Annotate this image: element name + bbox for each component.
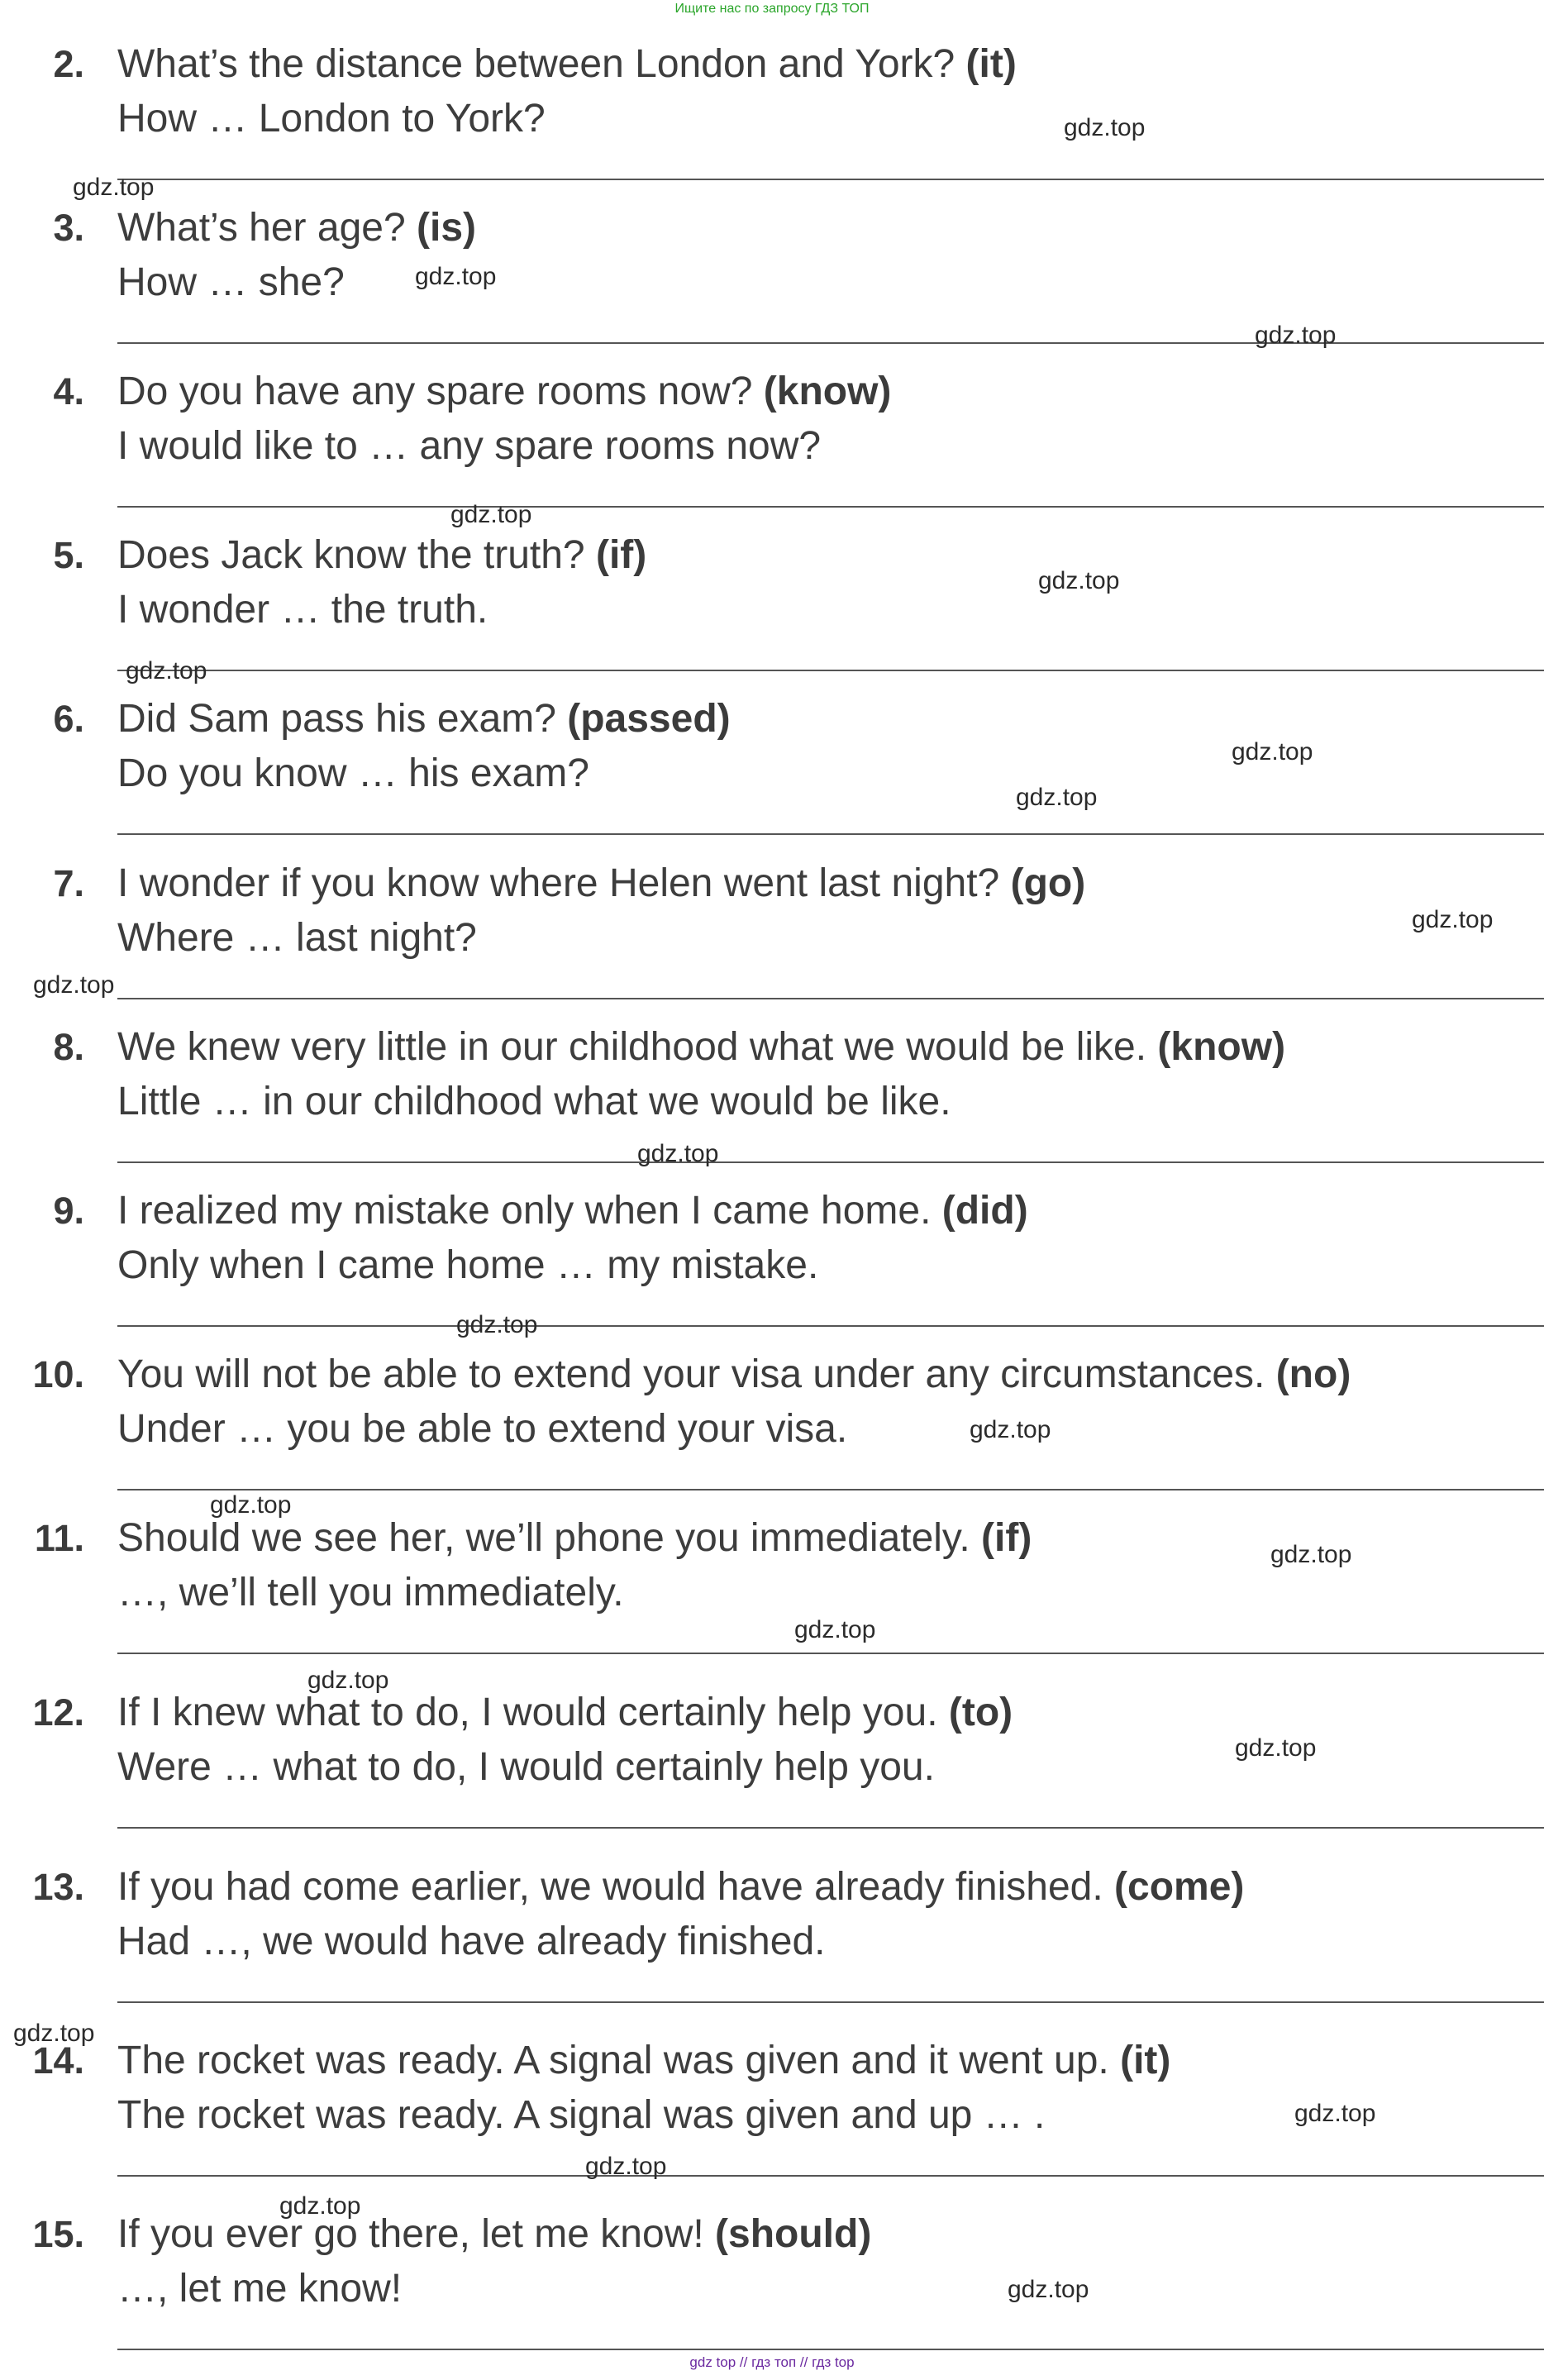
item-prompt: I would like to … any spare rooms now? — [117, 424, 822, 468]
item-number: 5. — [53, 534, 84, 576]
exercise-item — [0, 1856, 1544, 2020]
item-question: Do you have any spare rooms now? — [117, 370, 753, 413]
item-sentence — [117, 696, 731, 742]
watermark-text: gdz.top — [126, 657, 207, 684]
item-keyword: (go) — [1010, 861, 1086, 905]
watermark-text: gdz.top — [1235, 1734, 1317, 1762]
item-number: 7. — [53, 862, 84, 904]
item-keyword: (did) — [941, 1189, 1028, 1233]
item-prompt: How … she? — [117, 260, 345, 304]
item-question: If I knew what to do, I would certainly help you. — [117, 1691, 938, 1734]
item-question: We knew very little in our childhood what we would be like. — [117, 1025, 1147, 1069]
answer-line[interactable] — [117, 1489, 1544, 1490]
item-question: I realized my mistake only when I came home. — [117, 1189, 932, 1233]
answer-line[interactable] — [117, 2349, 1544, 2350]
watermark-text: gdz.top — [33, 971, 115, 999]
item-number: 11. — [34, 1517, 84, 1559]
exercise-item — [0, 360, 1544, 524]
watermark-text: gdz.top — [1038, 567, 1120, 594]
item-number: 4. — [53, 370, 84, 413]
item-prompt: …, let me know! — [117, 2267, 403, 2311]
exercise-item — [0, 1343, 1544, 1507]
item-prompt: Were … what to do, I would certainly help you. — [117, 1745, 935, 1789]
watermark-text: gdz.top — [13, 2020, 95, 2047]
item-sentence — [117, 2211, 871, 2257]
item-keyword: (is) — [417, 206, 476, 250]
watermark-text: gdz.top — [1008, 2276, 1089, 2303]
item-sentence — [117, 1690, 1013, 1735]
item-sentence — [117, 1352, 1351, 1397]
item-keyword: (know) — [763, 370, 892, 413]
item-number: 3. — [53, 207, 84, 249]
exercise-item — [0, 1507, 1544, 1671]
item-number: 8. — [53, 1026, 84, 1068]
watermark-text: gdz.top — [794, 1616, 876, 1643]
item-question: I wonder if you know where Helen went last night? — [117, 861, 1000, 905]
item-prompt: Do you know … his exam? — [117, 751, 589, 795]
item-keyword: (passed) — [567, 697, 731, 741]
footer-links: gdz top // гдз топ // гдз top — [689, 2354, 855, 2370]
watermark-text: gdz.top — [210, 1491, 292, 1519]
watermark-text: gdz.top — [1016, 784, 1098, 811]
watermark-text: gdz.top — [307, 1667, 389, 1694]
item-number: 15. — [32, 2213, 84, 2255]
answer-line[interactable] — [117, 1161, 1544, 1163]
watermark-text: gdz.top — [450, 501, 532, 528]
item-prompt: Little … in our childhood what we would be like. — [117, 1080, 951, 1123]
item-question: Should we see her, we’ll phone you immediately. — [117, 1516, 970, 1560]
item-prompt: How … London to York? — [117, 97, 546, 141]
item-question: What’s her age? — [117, 206, 406, 250]
exercise-item — [0, 852, 1544, 1016]
item-sentence — [117, 861, 1085, 906]
item-number: 9. — [53, 1190, 84, 1232]
item-keyword: (no) — [1275, 1352, 1351, 1396]
item-number: 6. — [53, 698, 84, 740]
item-question: If you ever go there, let me know! — [117, 2212, 704, 2256]
item-number: 14. — [32, 2039, 84, 2082]
answer-line[interactable] — [117, 2001, 1544, 2003]
item-prompt: Where … last night? — [117, 916, 477, 960]
item-keyword: (it) — [965, 42, 1017, 86]
answer-line[interactable] — [117, 1325, 1544, 1327]
answer-line[interactable] — [117, 506, 1544, 508]
answer-line[interactable] — [117, 2175, 1544, 2177]
exercise-item — [0, 688, 1544, 851]
watermark-text: gdz.top — [415, 263, 497, 290]
watermark-text: gdz.top — [73, 174, 155, 201]
item-prompt: Under … you be able to extend your visa. — [117, 1407, 848, 1451]
item-number: 12. — [32, 1691, 84, 1734]
item-question: If you had come earlier, we would have already finished. — [117, 1865, 1103, 1909]
item-keyword: (come) — [1114, 1865, 1245, 1909]
answer-line[interactable] — [117, 833, 1544, 835]
item-number: 13. — [32, 1866, 84, 1908]
watermark-text: gdz.top — [456, 1311, 538, 1338]
item-question: Does Jack know the truth? — [117, 533, 585, 577]
item-prompt: …, we’ll tell you immediately. — [117, 1571, 624, 1614]
top-banner: Ищите нас по запросу ГДЗ ТОП — [674, 2, 870, 16]
item-keyword: (should) — [715, 2212, 872, 2256]
answer-line[interactable] — [117, 670, 1544, 671]
item-sentence — [117, 41, 1017, 87]
answer-line[interactable] — [117, 179, 1544, 180]
item-question: What’s the distance between London and York? — [117, 42, 955, 86]
item-sentence — [117, 1515, 1032, 1561]
exercise-item — [0, 524, 1544, 688]
answer-line[interactable] — [117, 998, 1544, 999]
item-prompt: The rocket was ready. A signal was given and up … . — [117, 2093, 1046, 2137]
item-sentence — [117, 1864, 1244, 1910]
exercise-item — [0, 2203, 1544, 2367]
item-question: Did Sam pass his exam? — [117, 697, 556, 741]
item-keyword: (if) — [595, 533, 647, 577]
item-question: You will not be able to extend your visa under any circumstances. — [117, 1352, 1265, 1396]
item-question: The rocket was ready. A signal was given and it went up. — [117, 2039, 1109, 2082]
watermark-text: gdz.top — [637, 1140, 719, 1167]
watermark-text: gdz.top — [1255, 322, 1337, 349]
item-keyword: (it) — [1120, 2039, 1171, 2082]
item-prompt: Only when I came home … my mistake. — [117, 1243, 819, 1287]
answer-line[interactable] — [117, 1827, 1544, 1829]
item-keyword: (know) — [1157, 1025, 1286, 1069]
item-prompt: Had …, we would have already finished. — [117, 1920, 826, 1963]
exercise-item — [0, 1016, 1544, 1180]
item-number: 10. — [32, 1353, 84, 1395]
watermark-text: gdz.top — [279, 2192, 361, 2220]
answer-line[interactable] — [117, 1653, 1544, 1654]
watermark-text: gdz.top — [1232, 738, 1313, 766]
exercise-item — [0, 33, 1544, 197]
item-keyword: (if) — [981, 1516, 1032, 1560]
item-sentence — [117, 1024, 1285, 1070]
watermark-text: gdz.top — [585, 2153, 667, 2180]
watermark-text: gdz.top — [1270, 1541, 1352, 1568]
watermark-text: gdz.top — [970, 1416, 1051, 1443]
item-number: 2. — [53, 43, 84, 85]
item-sentence — [117, 532, 646, 578]
exercise-item — [0, 1681, 1544, 1845]
item-keyword: (to) — [948, 1691, 1013, 1734]
exercise-item — [0, 1180, 1544, 1343]
item-sentence — [117, 2038, 1170, 2083]
watermark-text: gdz.top — [1294, 2100, 1376, 2127]
watermark-text: gdz.top — [1064, 114, 1146, 141]
item-prompt: I wonder … the truth. — [117, 588, 488, 632]
watermark-text: gdz.top — [1412, 906, 1494, 933]
item-sentence — [117, 1188, 1028, 1233]
item-sentence — [117, 369, 891, 414]
item-sentence — [117, 205, 476, 250]
